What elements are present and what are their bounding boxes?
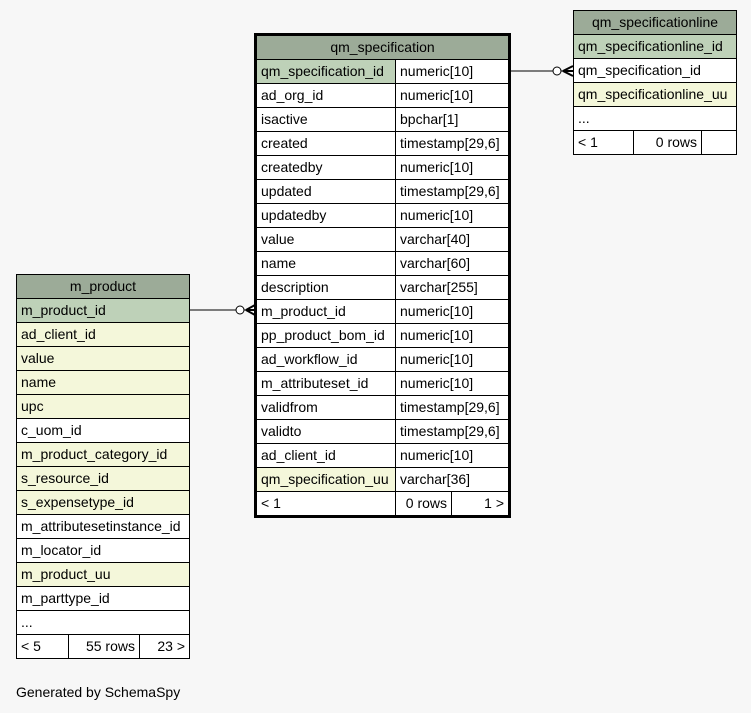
column-name[interactable]: c_uom_id [17,419,190,443]
column-name[interactable]: validto [256,420,396,444]
column-type: numeric[10] [396,204,510,228]
column-name[interactable]: value [17,347,190,371]
table-footer [256,492,510,517]
table-qm-specificationline[interactable] [573,10,737,155]
column-name[interactable]: qm_specification_uu [256,468,396,492]
relation-product-to-spec [189,305,255,315]
column-row[interactable] [256,324,510,348]
column-row[interactable] [17,419,190,443]
generated-by-text: Generated by SchemaSpy [16,684,181,700]
table-title[interactable]: m_product [17,275,190,299]
column-type: numeric[10] [396,300,510,324]
parents-count[interactable]: < 5 [17,635,69,659]
column-row[interactable] [574,107,737,131]
column-row[interactable] [574,35,737,59]
relation-spec-to-specline [508,66,573,76]
column-name[interactable]: m_product_id [256,300,396,324]
column-name[interactable]: qm_specification_id [256,60,396,84]
table-qm-specification[interactable] [254,33,511,518]
column-name[interactable]: created [256,132,396,156]
column-name[interactable]: qm_specification_id [574,59,737,83]
children-count[interactable] [702,131,737,155]
column-row[interactable] [256,132,510,156]
column-row[interactable] [256,420,510,444]
column-name[interactable]: updatedby [256,204,396,228]
column-row[interactable] [256,348,510,372]
table-footer [17,635,190,659]
column-name[interactable]: m_attributesetinstance_id [17,515,190,539]
column-type: varchar[36] [396,468,510,492]
table-title[interactable]: qm_specification [256,35,510,60]
column-name[interactable]: s_expensetype_id [17,491,190,515]
row-count: 55 rows [69,635,140,659]
row-count: 0 rows [396,492,452,517]
column-type: numeric[10] [396,348,510,372]
column-name[interactable]: name [256,252,396,276]
column-name[interactable]: m_locator_id [17,539,190,563]
parents-count[interactable]: < 1 [256,492,396,517]
column-row[interactable] [17,347,190,371]
column-name[interactable]: createdby [256,156,396,180]
column-row[interactable] [256,180,510,204]
column-row[interactable] [17,563,190,587]
column-type: timestamp[29,6] [396,180,510,204]
column-name[interactable]: ad_client_id [17,323,190,347]
column-row[interactable] [17,491,190,515]
column-name[interactable]: ad_workflow_id [256,348,396,372]
column-row[interactable] [256,276,510,300]
table-title[interactable]: qm_specificationline [574,11,737,35]
column-type: timestamp[29,6] [396,420,510,444]
column-type: varchar[60] [396,252,510,276]
column-name[interactable]: ... [574,107,737,131]
column-row[interactable] [17,371,190,395]
column-name[interactable]: validfrom [256,396,396,420]
column-name[interactable]: s_resource_id [17,467,190,491]
column-row[interactable] [256,108,510,132]
column-type: timestamp[29,6] [396,132,510,156]
column-row[interactable] [256,252,510,276]
column-name[interactable]: value [256,228,396,252]
column-name[interactable]: m_product_id [17,299,190,323]
column-row[interactable] [256,372,510,396]
children-count[interactable]: 1 > [452,492,510,517]
children-count[interactable]: 23 > [140,635,190,659]
column-type: numeric[10] [396,372,510,396]
column-name[interactable]: qm_specificationline_id [574,35,737,59]
column-row[interactable] [574,83,737,107]
column-type: bpchar[1] [396,108,510,132]
column-name[interactable]: isactive [256,108,396,132]
column-name[interactable]: name [17,371,190,395]
column-row[interactable] [256,300,510,324]
column-name[interactable]: ad_org_id [256,84,396,108]
column-name[interactable]: ad_client_id [256,444,396,468]
parents-count[interactable]: < 1 [574,131,634,155]
column-row[interactable] [17,467,190,491]
table-footer [574,131,737,155]
column-name[interactable]: updated [256,180,396,204]
column-name[interactable]: ... [17,611,190,635]
column-name[interactable]: m_product_uu [17,563,190,587]
column-type: numeric[10] [396,84,510,108]
column-row[interactable] [256,84,510,108]
column-row[interactable] [17,611,190,635]
column-row[interactable] [17,323,190,347]
column-row[interactable] [17,443,190,467]
column-type: numeric[10] [396,60,510,84]
column-type: numeric[10] [396,156,510,180]
column-name[interactable]: m_parttype_id [17,587,190,611]
column-row[interactable] [256,228,510,252]
column-row[interactable] [256,204,510,228]
table-m-product[interactable] [16,274,190,659]
column-name[interactable]: m_product_category_id [17,443,190,467]
column-name[interactable]: description [256,276,396,300]
column-type: timestamp[29,6] [396,396,510,420]
column-type: varchar[40] [396,228,510,252]
column-type: varchar[255] [396,276,510,300]
column-row[interactable] [17,587,190,611]
column-row[interactable] [17,395,190,419]
column-row[interactable] [256,156,510,180]
row-count: 0 rows [634,131,702,155]
column-row[interactable] [17,299,190,323]
column-row[interactable] [256,468,510,492]
column-name[interactable]: m_attributeset_id [256,372,396,396]
column-name[interactable]: qm_specificationline_uu [574,83,737,107]
column-row[interactable] [256,444,510,468]
column-row[interactable] [574,59,737,83]
column-row[interactable] [256,60,510,84]
column-type: numeric[10] [396,324,510,348]
column-row[interactable] [256,396,510,420]
column-type: numeric[10] [396,444,510,468]
column-row[interactable] [17,539,190,563]
column-name[interactable]: upc [17,395,190,419]
column-name[interactable]: pp_product_bom_id [256,324,396,348]
column-row[interactable] [17,515,190,539]
